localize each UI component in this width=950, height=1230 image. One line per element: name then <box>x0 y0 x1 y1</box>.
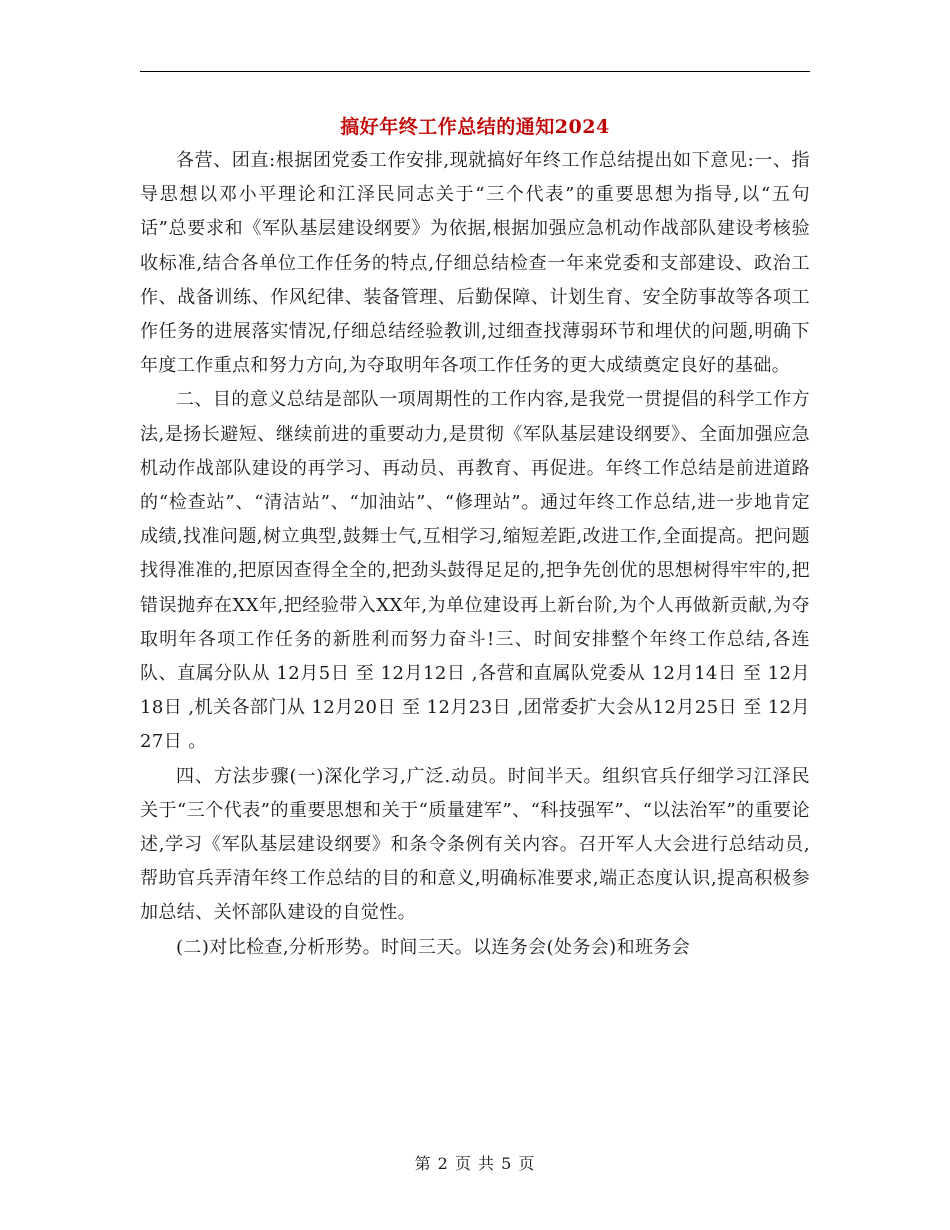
header-rule <box>140 71 810 72</box>
document-title: 搞好年终工作总结的通知2024 <box>340 116 610 138</box>
paragraph-2: 二、目的意义总结是部队一项周期性的工作内容,是我党一贯提倡的科学工作方法,是扬长避短、继续前进的重要动力,是贯彻《军队基层建设纲要》、全面加强应急机动作战部队建设的再学习、再动员、再教育、再促进。年终工作总结是前进道路的“检查站”、“清洁站”、“加油站”、“修理站”。通过年终工作总结,进一步地肯定成绩,找准问题,树立典型,鼓舞士气,互相学习,缩短差距,改进工作,全面提高。把问题找得准准的,把原因查得全全的,把劲头鼓得足足的,把争先创优的思想树得牢牢的,把错误抛弃在XX年,把经验带入XX年,为单位建设再上新台阶,为个人再做新贡献,为夺取明年各项工作任务的新胜利而努力奋斗!三、时间安排整个年终工作总结,各连队、直属分队从 12月5日 至 12月12日 ,各营和直属队党委从 12月14日 至 12月18日 ,机关各部门从 12月20日 至 12月23日 ,团常委扩大会从12月25日 至 12月27日 。 <box>140 389 810 753</box>
paragraph-4: (二)对比检查,分析形势。时间三天。以连务会(处务会)和班务会 <box>176 936 691 958</box>
paragraph-1: 各营、团直:根据团党委工作安排,现就搞好年终工作总结提出如下意见:一、指导思想以邓小平理论和江泽民同志关于“三个代表”的重要思想为指导,以“五句话”总要求和《军队基层建设纲要》为依据,根据加强应急机动作战部队建设考核验收标准,结合各单位工作任务的特点,仔细总结检查一年来党委和支部建设、政治工作、战备训练、作风纪律、装备管理、后勤保障、计划生育、安全防事故等各项工作任务的进展落实情况,仔细总结经验教训,过细查找薄弱环节和埋伏的问题,明确下年度工作重点和努力方向,为夺取明年各项工作任务的更大成绩奠定良好的基础。 <box>140 150 810 377</box>
paragraph-3: 四、方法步骤(一)深化学习,广泛.动员。时间半天。组织官兵仔细学习江泽民关于“三个代表”的重要思想和关于“质量建军”、“科技强军”、“以法治军”的重要论述,学习《军队基层建设纲要》和条令条例有关内容。召开军人大会进行总结动员,帮助官兵弄清年终工作总结的目的和意义,明确标准要求,端正态度认识,提高积极参加总结、关怀部队建设的自觉性。 <box>140 765 810 924</box>
document-body <box>140 144 810 965</box>
page-number: 第 2 页 共 5 页 <box>414 1154 536 1173</box>
